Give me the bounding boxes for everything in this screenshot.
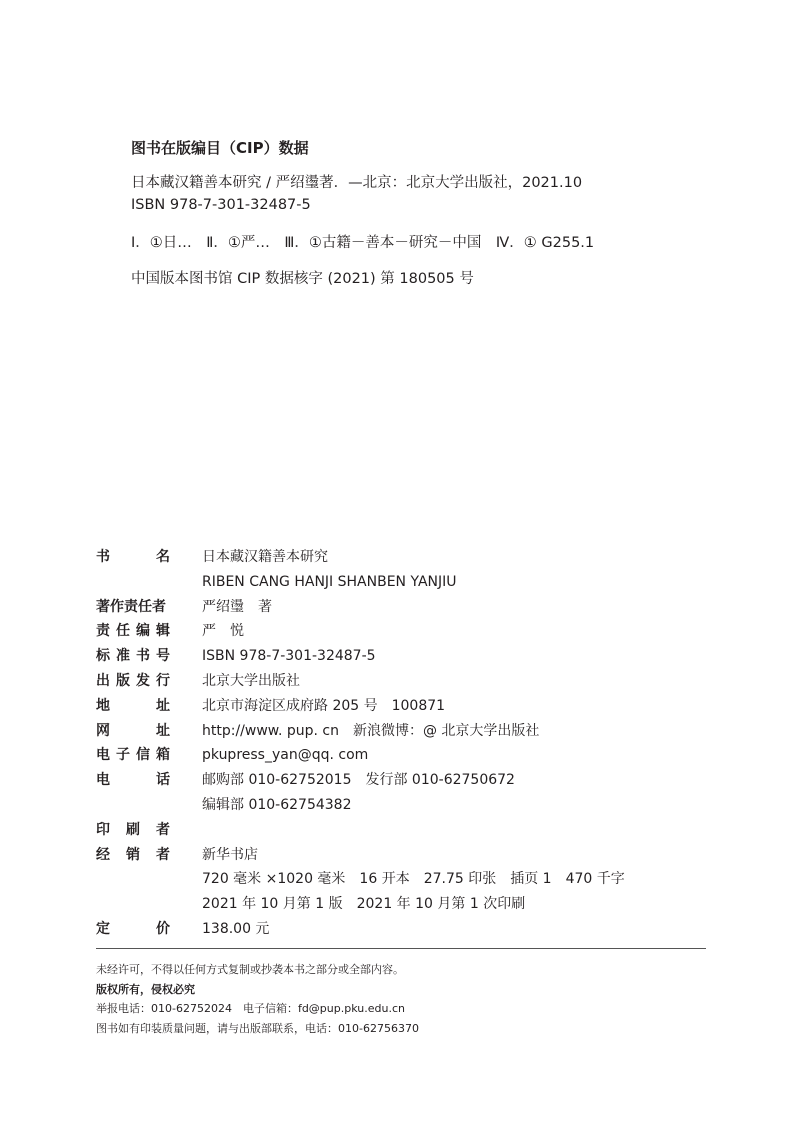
info-row [96,843,706,868]
info-label [96,867,170,892]
copyright-footer [96,960,716,1038]
info-value: 日本藏汉籍善本研究 [202,549,328,565]
info-value: ISBN 978-7-301-32487-5 [202,648,376,665]
info-row [96,768,706,793]
info-value: 北京大学出版社 [202,672,300,689]
info-label: 地 址 [96,697,170,714]
info-row [96,694,706,719]
cip-record-number-line: 中国版本图书馆 CIP 数据核字 (2021) 第 180505 号 [131,271,474,287]
cip-bibliographic-line: 日本藏汉籍善本研究 / 严绍璗著．—北京：北京大学出版社，2021.10 [131,175,583,191]
info-row [96,793,706,818]
info-row [96,644,706,669]
info-label: 电 子 信 箱 [96,747,170,764]
info-value: 编辑部 010-62754382 [202,796,352,813]
quality-contact: 图书如有印装质量问题，请与出版部联系，电话：010-62756370 [96,1021,419,1035]
rights-notice: 版权所有，侵权必究 [96,982,195,996]
info-value: http://www. pup. cn 新浪微博：@ 北京大学出版社 [202,722,540,739]
info-value: 新华书店 [202,846,258,863]
report-contact: 举报电话：010-62752024 电子信箱：fd@pup.pku.edu.cn [96,1002,405,1015]
info-label: 经 销 者 [96,846,170,863]
cip-title: 图书在版编目（CIP）数据 [131,139,309,157]
divider-line [96,948,706,949]
info-row [96,867,706,892]
cip-isbn-line: ISBN 978-7-301-32487-5 [131,197,311,213]
info-label [96,570,170,595]
info-row [96,619,706,644]
info-label [96,892,170,917]
info-label: 书 名 [96,549,170,565]
info-label: 标 准 书 号 [96,648,170,665]
copy-notice: 未经许可，不得以任何方式复制或抄袭本书之部分或全部内容。 [96,963,404,976]
info-label: 印 刷 者 [96,821,170,838]
info-row [96,545,706,570]
info-row [96,595,706,620]
info-value: 邮购部 010-62752015 发行部 010-62750672 [202,772,515,789]
info-label: 著作责任者 [96,598,166,615]
info-label: 电 话 [96,772,170,789]
info-value: 北京市海淀区成府路 205 号 100871 [202,697,446,714]
cip-classification-line: Ⅰ．①日… Ⅱ．①严… Ⅲ．①古籍－善本－研究－中国 Ⅳ．① G255.1 [131,235,595,251]
info-row [96,669,706,694]
info-row [96,818,706,843]
info-row [96,743,706,768]
info-label: 出 版 发 行 [96,672,170,689]
info-label [96,793,170,818]
info-value: 严绍璗 著 [202,598,272,615]
info-value: 严 悦 [202,623,244,640]
info-value [202,818,706,843]
info-row [96,892,706,917]
info-value: pkupress_yan@qq. com [202,747,369,764]
info-label: 定 价 [96,920,170,937]
info-value: 2021 年 10 月第 1 版 2021 年 10 月第 1 次印刷 [202,896,526,913]
info-row [96,719,706,744]
cip-block [131,138,731,290]
info-label: 网 址 [96,722,170,739]
info-row [96,917,706,942]
publication-info-table [96,545,706,942]
info-value: 138.00 元 [202,920,270,937]
info-row [96,570,706,595]
info-label: 责 任 编 辑 [96,623,170,640]
info-value: 720 毫米 ×1020 毫米 16 开本 27.75 印张 插页 1 470 千字 [202,871,625,888]
info-value: RIBEN CANG HANJI SHANBEN YANJIU [202,573,457,590]
